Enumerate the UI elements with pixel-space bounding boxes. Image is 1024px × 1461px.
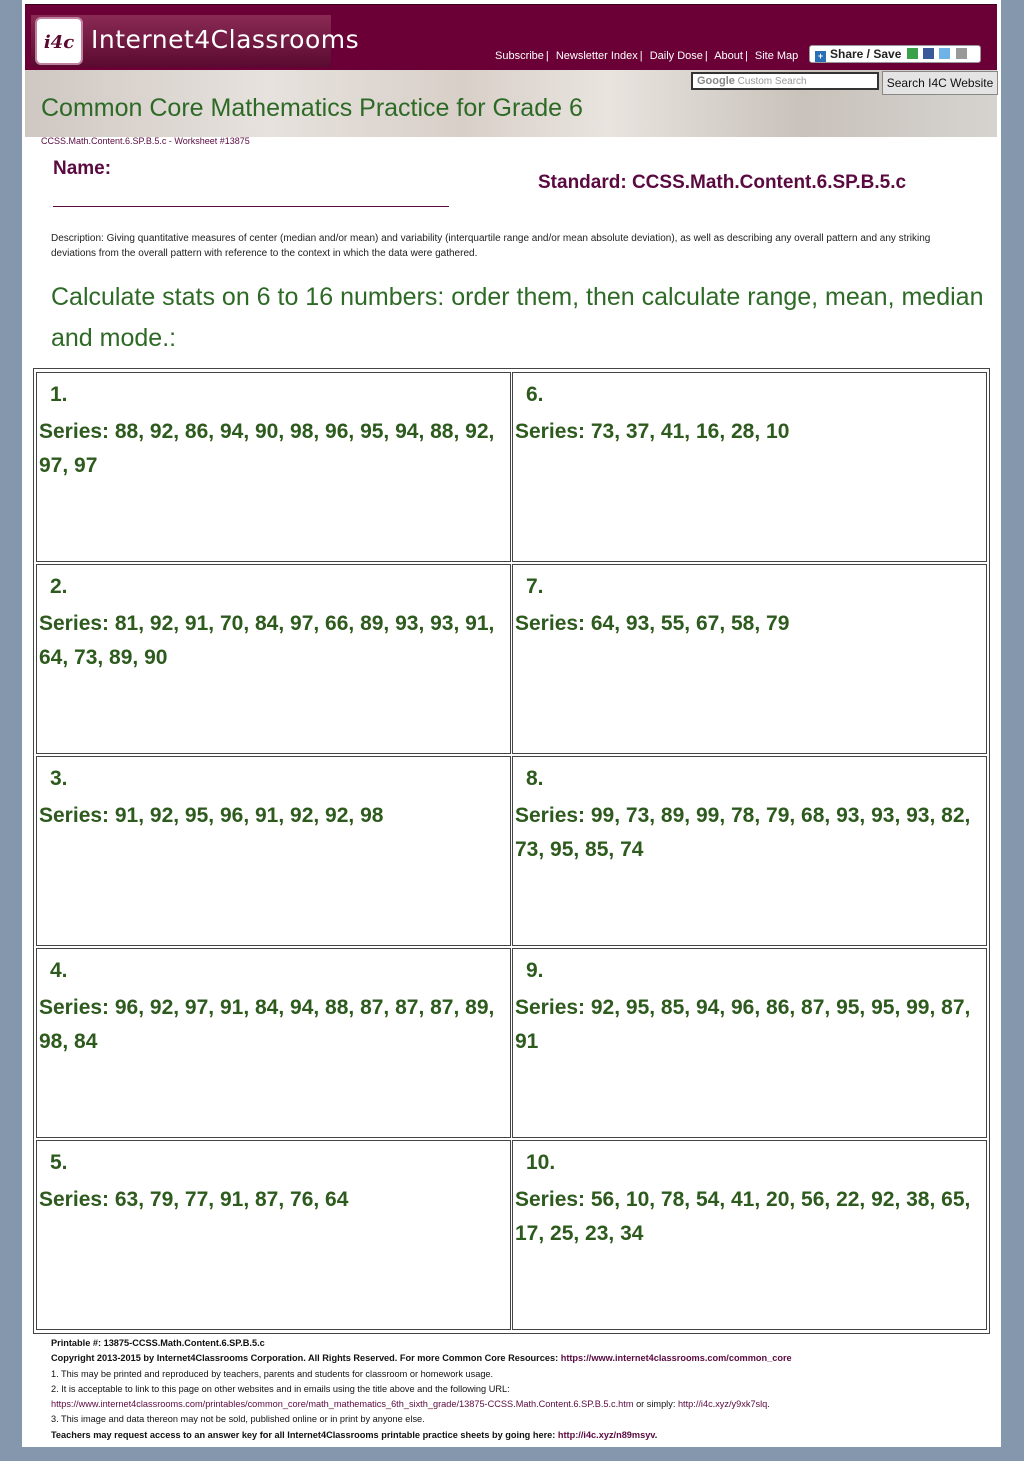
copyright — [51, 1351, 991, 1366]
problem-cell — [36, 756, 511, 946]
problem-series: Series: 96, 92, 97, 91, 84, 94, 88, 87, 87, 87, 89, 98, 84 — [39, 996, 495, 1053]
problem-series: Series: 81, 92, 91, 70, 84, 97, 66, 89, 93, 93, 91, 64, 73, 89, 90 — [39, 612, 495, 669]
problem-cell — [512, 1140, 987, 1330]
problem-number: 10. — [526, 1151, 556, 1174]
footer — [51, 1336, 991, 1443]
worksheet-page — [22, 0, 1001, 1447]
problem-grid — [33, 368, 990, 1334]
answer-key-text: Teachers may request access to an answer key for all Internet4Classrooms printable practice sheets by going here: — [51, 1429, 556, 1440]
problem-series: Series: 63, 79, 77, 91, 87, 76, 64 — [39, 1188, 349, 1211]
standard-label: Standard: CCSS.Math.Content.6.SP.B.5.c — [538, 172, 907, 193]
problem-number: 2. — [50, 575, 68, 598]
nav-separator: | — [545, 50, 549, 62]
problem-number: 6. — [526, 383, 544, 406]
refresh-icon — [907, 48, 918, 59]
url-line: https://www.internet4classrooms.com/printables/common_core/math_mathematics_6th_sixth_grade/13875-CCSS.Math.Content.6.SP.B.5.c.htm or simply: http://i4c.xyz/y9xk7slq. — [51, 1399, 770, 1410]
top-nav — [495, 50, 798, 62]
problem-number: 1. — [50, 383, 68, 406]
logo-text: Internet4Classrooms — [91, 25, 360, 54]
usage-line-2: 2. It is acceptable to link to this page on other websites and in emails using the title above and the following URL: — [51, 1383, 510, 1394]
long-url-link[interactable]: https://www.internet4classrooms.com/printables/common_core/math_mathematics_6th_sixth_grade/13875-CCSS.Math.Content.6.SP.B.5.c.htm — [51, 1399, 634, 1410]
worksheet-id: CCSS.Math.Content.6.SP.B.5.c - Worksheet #13875 — [41, 136, 250, 146]
answer-key-line: Teachers may request access to an answer key for all Internet4Classrooms printable practice sheets by going here: http://i4c.xyz/n89msyv. — [51, 1429, 658, 1440]
instructions: Calculate stats on 6 to 16 numbers: order them, then calculate range, mean, median and mode.: — [51, 283, 984, 352]
nav-site-map[interactable]: Site Map — [754, 50, 799, 62]
problem-series: Series: 56, 10, 78, 54, 41, 20, 56, 22, 92, 38, 65, 17, 25, 23, 34 — [515, 1188, 971, 1245]
short-url-link[interactable]: http://i4c.xyz/y9xk7slq — [677, 1399, 768, 1410]
page-title: Common Core Mathematics Practice for Grade 6 — [41, 94, 583, 122]
name-line — [53, 206, 449, 207]
problem-number: 4. — [50, 959, 68, 982]
nav-separator: | — [744, 50, 748, 62]
problem-cell — [512, 372, 987, 562]
more-icon — [956, 48, 967, 59]
problem-cell — [512, 948, 987, 1138]
share-save-button[interactable] — [809, 45, 981, 63]
printable-number: Printable #: 13875-CCSS.Math.Content.6.SP.B.5.c — [51, 1338, 265, 1348]
problem-series: Series: 73, 37, 41, 16, 28, 10 — [515, 420, 790, 443]
google-logo-icon: Google — [697, 75, 735, 87]
problem-number: 5. — [50, 1151, 68, 1174]
common-core-link[interactable]: https://www.internet4classrooms.com/common_core — [560, 1353, 792, 1364]
problem-series: Series: 92, 95, 85, 94, 96, 86, 87, 95, 95, 99, 87, 91 — [515, 996, 971, 1053]
search-input[interactable] — [691, 72, 879, 90]
search-button[interactable]: Search I4C Website — [882, 71, 998, 95]
problem-series: Series: 88, 92, 86, 94, 90, 98, 96, 95, 94, 88, 92, 97, 97 — [39, 420, 495, 477]
site-logo[interactable] — [31, 15, 360, 67]
problem-cell — [36, 372, 511, 562]
nav-daily-dose[interactable]: Daily Dose — [649, 50, 703, 62]
problem-number: 9. — [526, 959, 544, 982]
problem-series: Series: 99, 73, 89, 99, 78, 79, 68, 93, 93, 93, 82, 73, 95, 85, 74 — [515, 804, 971, 861]
plus-icon: + — [815, 51, 826, 62]
nav-newsletter-index[interactable]: Newsletter Index — [555, 50, 638, 62]
title-banner — [25, 70, 997, 137]
site-header — [25, 4, 997, 71]
nav-about[interactable]: About — [714, 50, 743, 62]
i4c-logo-icon: i4c — [35, 17, 83, 65]
problem-number: 3. — [50, 767, 68, 790]
usage-line-1: 1. This may be printed and reproduced by teachers, parents and students for classroom or homework usage. — [51, 1368, 494, 1379]
problem-cell — [512, 756, 987, 946]
answer-key-link[interactable]: http://i4c.xyz/n89msyv — [557, 1429, 655, 1440]
facebook-icon — [923, 48, 934, 59]
problem-number: 8. — [526, 767, 544, 790]
nav-subscribe[interactable]: Subscribe — [495, 50, 544, 62]
url-or-text: or simply: — [636, 1399, 676, 1410]
search-placeholder: Custom Search — [737, 76, 807, 87]
problem-number: 7. — [526, 575, 544, 598]
problem-cell — [36, 1140, 511, 1330]
name-label: Name: — [53, 158, 112, 179]
problem-cell — [36, 564, 511, 754]
usage-line-3: 3. This image and data thereon may not be sold, published online or in print by anyone else. — [51, 1414, 425, 1425]
problem-cell — [512, 564, 987, 754]
twitter-icon — [939, 48, 950, 59]
description: Description: Giving quantitative measures of center (median and/or mean) and variability (interquartile range and/or mean absolute deviation), as well as describing any overall pattern and any striking deviations from the overall pattern with reference to the context in which the data were gathered. — [51, 233, 931, 259]
problem-series: Series: 64, 93, 55, 67, 58, 79 — [515, 612, 790, 635]
share-label: Share / Save — [830, 47, 902, 61]
copyright-text: Copyright 2013-2015 by Internet4Classrooms Corporation. All Rights Reserved. For more Common Core Resources: — [51, 1353, 559, 1364]
problem-series: Series: 91, 92, 95, 96, 91, 92, 92, 98 — [39, 804, 384, 827]
problem-cell — [36, 948, 511, 1138]
nav-separator: | — [639, 50, 643, 62]
nav-separator: | — [704, 50, 708, 62]
